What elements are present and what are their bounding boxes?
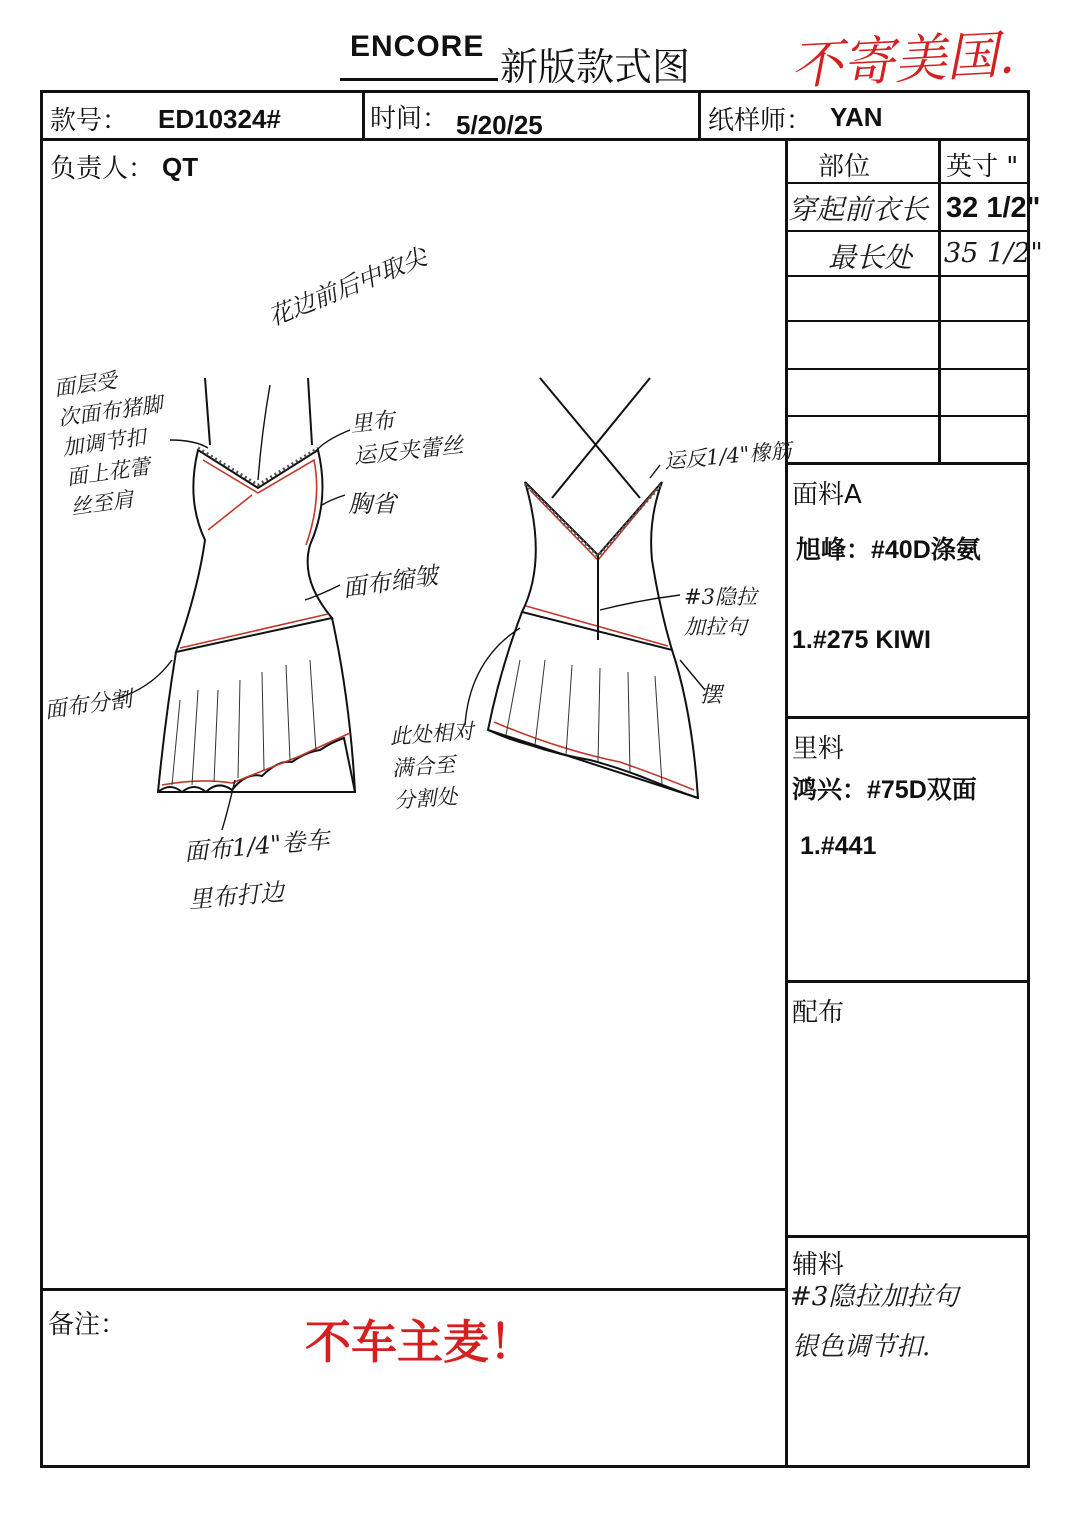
front-dress-outline (158, 378, 355, 792)
accessories-line-1: #3隐拉加拉句 (790, 1282, 959, 1312)
brand-name: ENCORE (350, 30, 485, 63)
note-back-right-2: #3隐拉 加拉句 (684, 585, 757, 639)
notes-label: 备注： (48, 1310, 127, 1340)
measure-header-inch: 英寸 " (946, 152, 1019, 182)
note-front-right-2: 胸省 (348, 490, 396, 518)
notes-value: 不车主麦！ (305, 1316, 535, 1368)
note-front-right-3: 面布缩皱 (340, 561, 440, 603)
style-label: 款号： (50, 106, 129, 136)
back-dress-outline (488, 378, 698, 798)
page-title: 新版款式图 (500, 45, 691, 89)
lining-label: 里料 (792, 734, 845, 764)
measure-row-part: 最长处 (828, 241, 913, 274)
lining-color: 1.#441 (800, 832, 877, 860)
accessories-label: 辅料 (792, 1250, 845, 1280)
note-front-top: 花边前后中取尖 (264, 242, 431, 332)
fabric-a-supplier: 旭峰：#40D涤氨 (796, 536, 981, 564)
pattern-maker-label: 纸样师： (708, 106, 813, 136)
note-back-left: 此处相对 满合至 分割处 (389, 719, 475, 813)
note-back-right-3: 摆 (700, 683, 723, 708)
front-skirt-folds (172, 660, 316, 785)
style-number: ED10324# (158, 104, 281, 134)
note-back-right-1: 运反1/4"橡筋 (663, 438, 793, 474)
note-front-left: 面层受 次面布猪脚 加调节扣 面上花蕾 丝至肩 (52, 368, 164, 520)
measure-row-inch: 35 1/2" (944, 238, 1043, 269)
time-label: 时间： (370, 104, 449, 134)
time-value: 5/20/25 (456, 110, 543, 140)
back-lace-trim (525, 484, 662, 556)
note-front-bottom: 面布1/4"卷车 里布打边 (182, 825, 331, 915)
trim-label: 配布 (792, 998, 845, 1028)
measure-row-part: 穿起前衣长 (788, 193, 929, 226)
fabric-a-label: 面料A (792, 480, 862, 510)
lining-supplier: 鸿兴：#75D双面 (792, 776, 977, 804)
owner-value: QT (162, 152, 199, 182)
note-front-right-1: 里布 运反夹蕾丝 (349, 408, 465, 470)
owner-label: 负责人： (50, 154, 155, 184)
note-front-left-2: 面布分割 (42, 686, 134, 724)
pattern-maker-value: YAN (830, 102, 883, 132)
back-skirt-folds (506, 660, 662, 784)
measure-row-inch: 32 1/2" (946, 192, 1041, 224)
fabric-a-color: 1.#275 KIWI (792, 626, 931, 654)
back-seam-lines (494, 490, 694, 790)
stamp-note: 不寄美国. (788, 25, 1017, 97)
accessories-line-2: 银色调节扣. (792, 1332, 931, 1362)
measure-header-part: 部位 (818, 152, 871, 182)
